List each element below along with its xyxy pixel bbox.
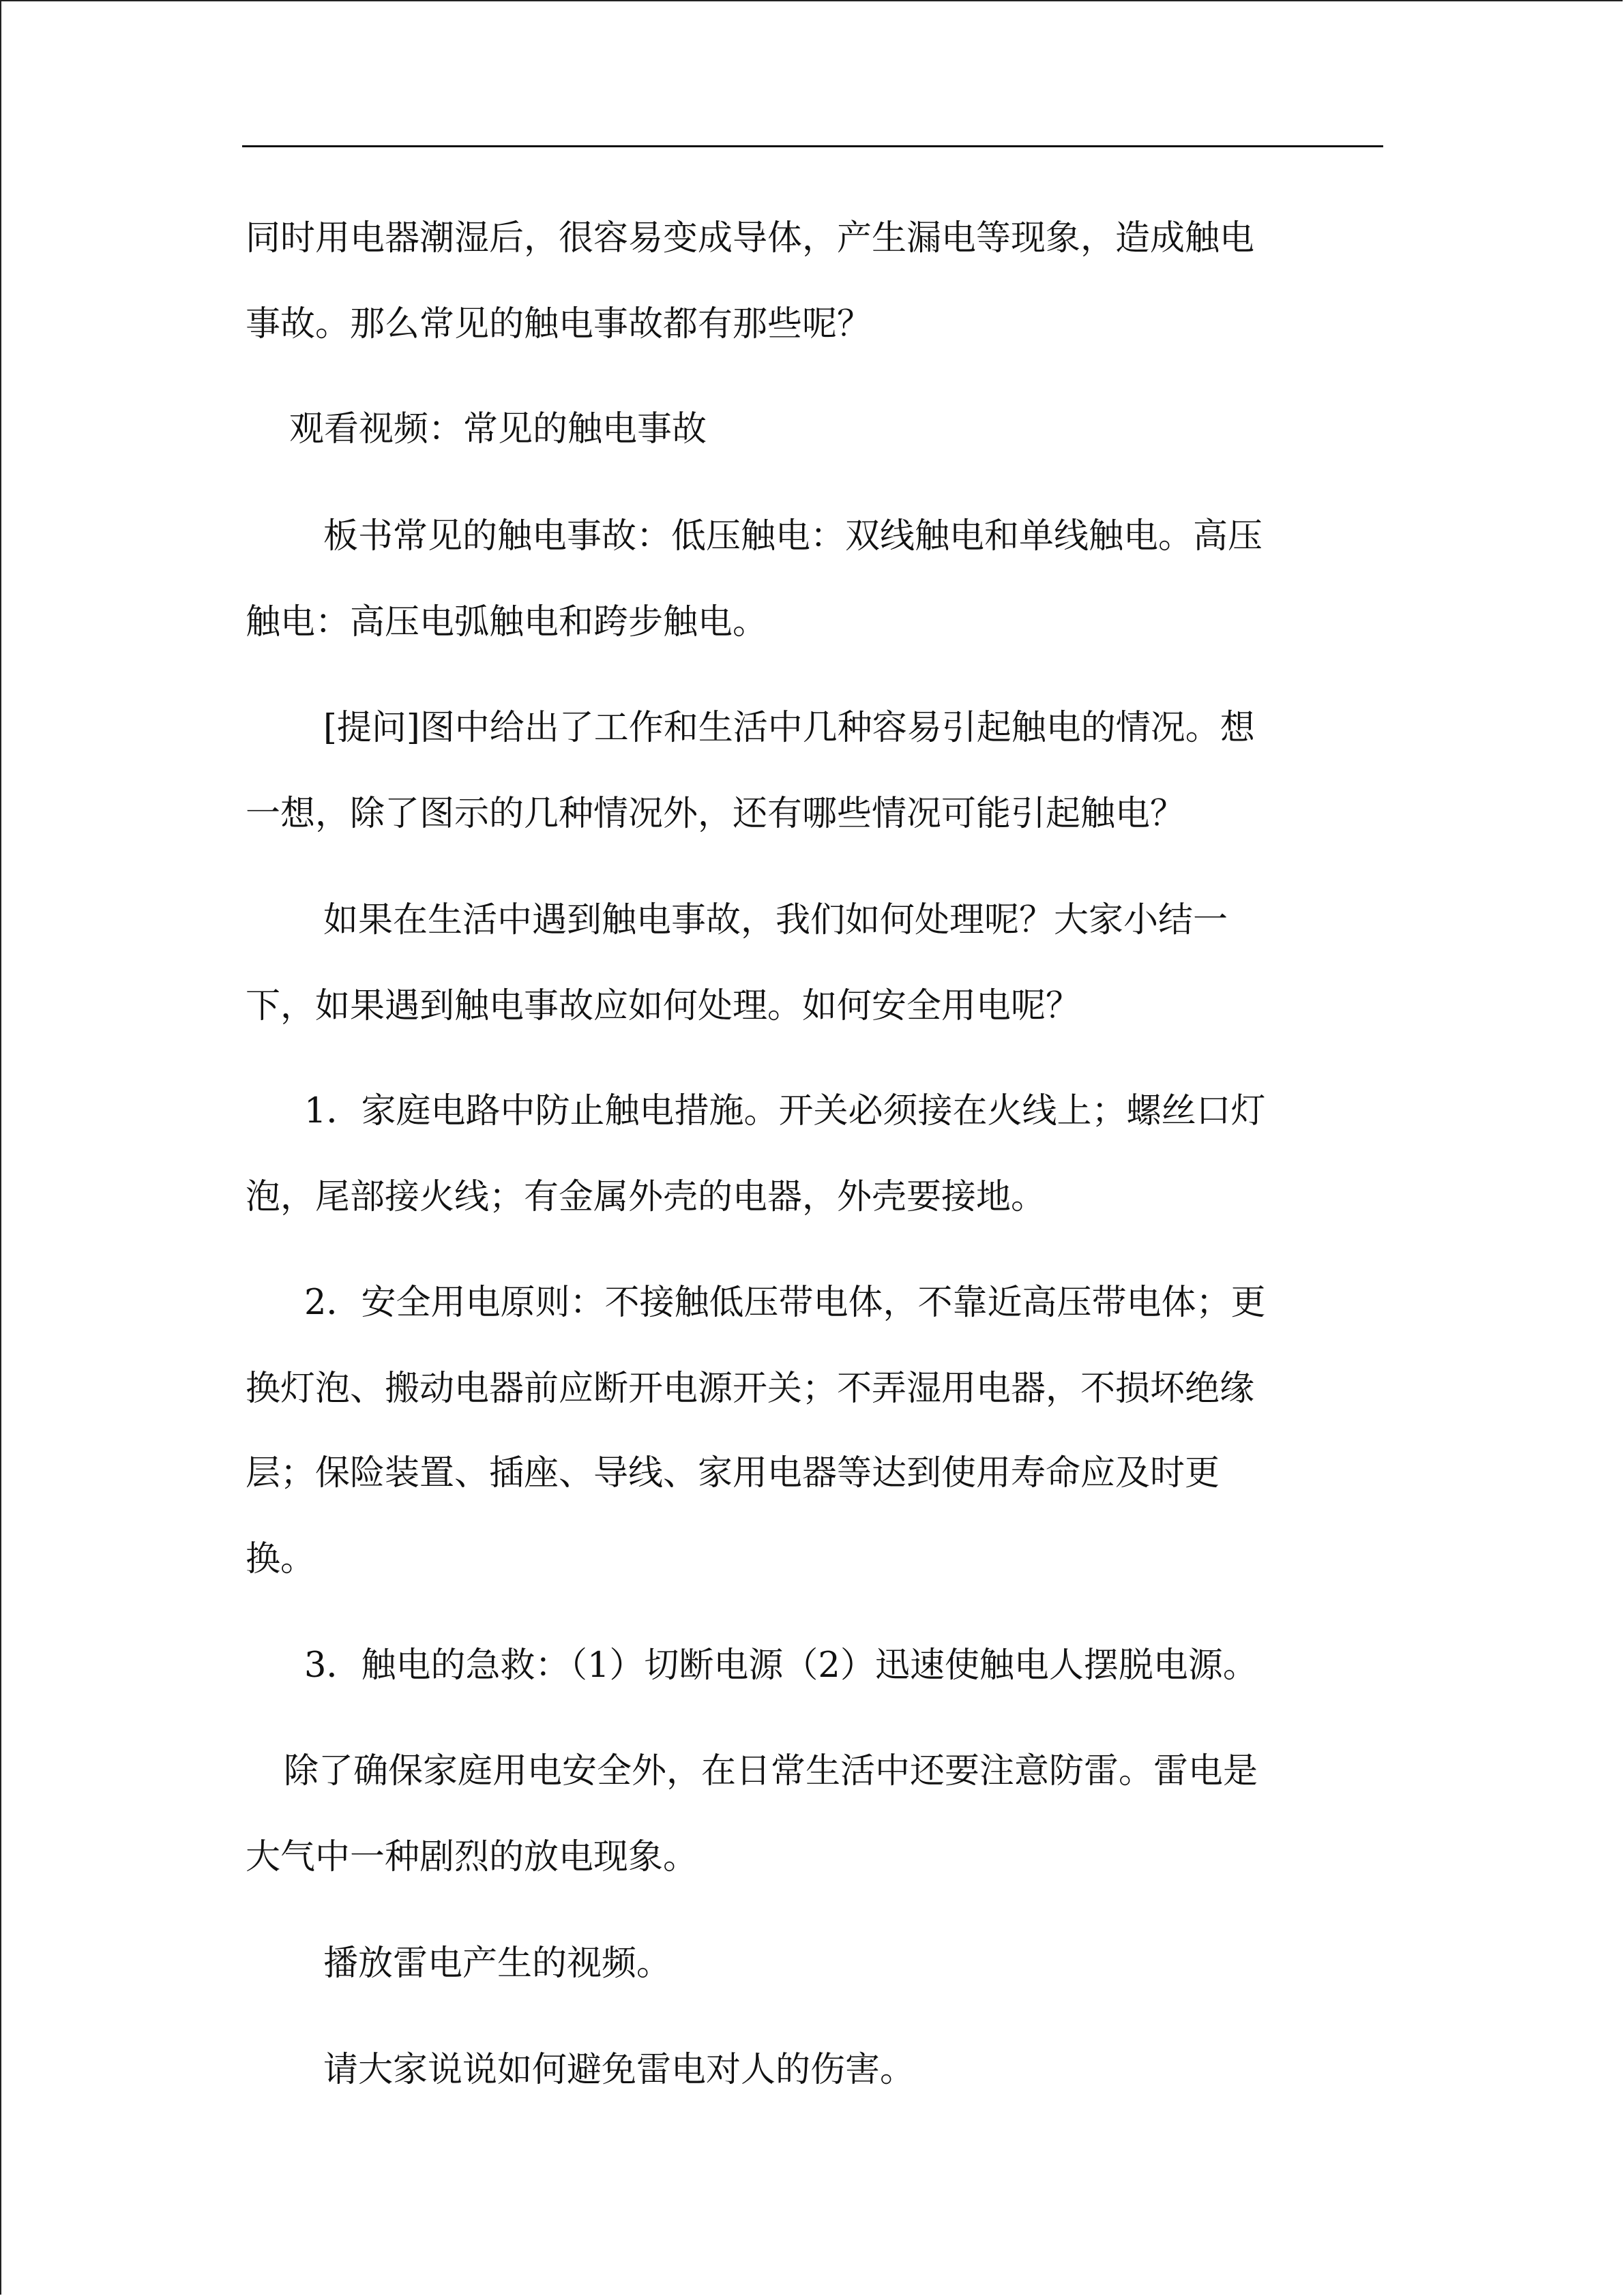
paragraph-line: 泡，尾部接火线；有金属外壳的电器，外壳要接地。 [246, 1177, 1046, 1217]
paragraph-line: 下，如果遇到触电事故应如何处理。如何安全用电呢？ [246, 986, 1081, 1026]
paragraph-line: 换。 [246, 1539, 316, 1579]
paragraph-line: 观看视频：常见的触电事故 [289, 409, 707, 449]
paragraph-line: 一想，除了图示的几种情况外，还有哪些情况可能引起触电？ [246, 794, 1185, 834]
paragraph-line: 事故。那么常见的触电事故都有那些呢？ [246, 304, 872, 344]
paragraph-line: 播放雷电产生的视频。 [323, 1943, 672, 1984]
paragraph-line: 板书常见的触电事故：低压触电：双线触电和单线触电。高压 [323, 516, 1263, 556]
header-rule [242, 145, 1383, 147]
paragraph-line: 除了确保家庭用电安全外，在日常生活中还要注意防雷。雷电是 [284, 1751, 1258, 1791]
paragraph-line: 换灯泡、搬动电器前应断开电源开关；不弄湿用电器，不损坏绝缘 [246, 1369, 1255, 1409]
paragraph-line: 3．触电的急救：（1）切断电源（2）迅速使触电人摆脱电源。 [304, 1645, 1258, 1686]
paragraph-line: 触电：高压电弧触电和跨步触电。 [246, 602, 768, 642]
paragraph-line: 请大家说说如何避免雷电对人的伤害。 [323, 2050, 915, 2090]
paragraph-line: 1．家庭电路中防止触电措施。开关必须接在火线上；螺丝口灯 [304, 1091, 1266, 1131]
paragraph-line: [提问]图中给出了工作和生活中几种容易引起触电的情况。想 [323, 708, 1255, 748]
paragraph-line: 如果在生活中遇到触电事故，我们如何处理呢？大家小结一 [323, 900, 1228, 940]
paragraph-line: 大气中一种剧烈的放电现象。 [246, 1837, 698, 1877]
paragraph-line: 同时用电器潮湿后，很容易变成导体，产生漏电等现象，造成触电 [246, 218, 1255, 258]
paragraph-line: 层；保险装置、插座、导线、家用电器等达到使用寿命应及时更 [246, 1453, 1220, 1493]
paragraph-line: 2．安全用电原则：不接触低压带电体，不靠近高压带电体；更 [304, 1283, 1266, 1323]
